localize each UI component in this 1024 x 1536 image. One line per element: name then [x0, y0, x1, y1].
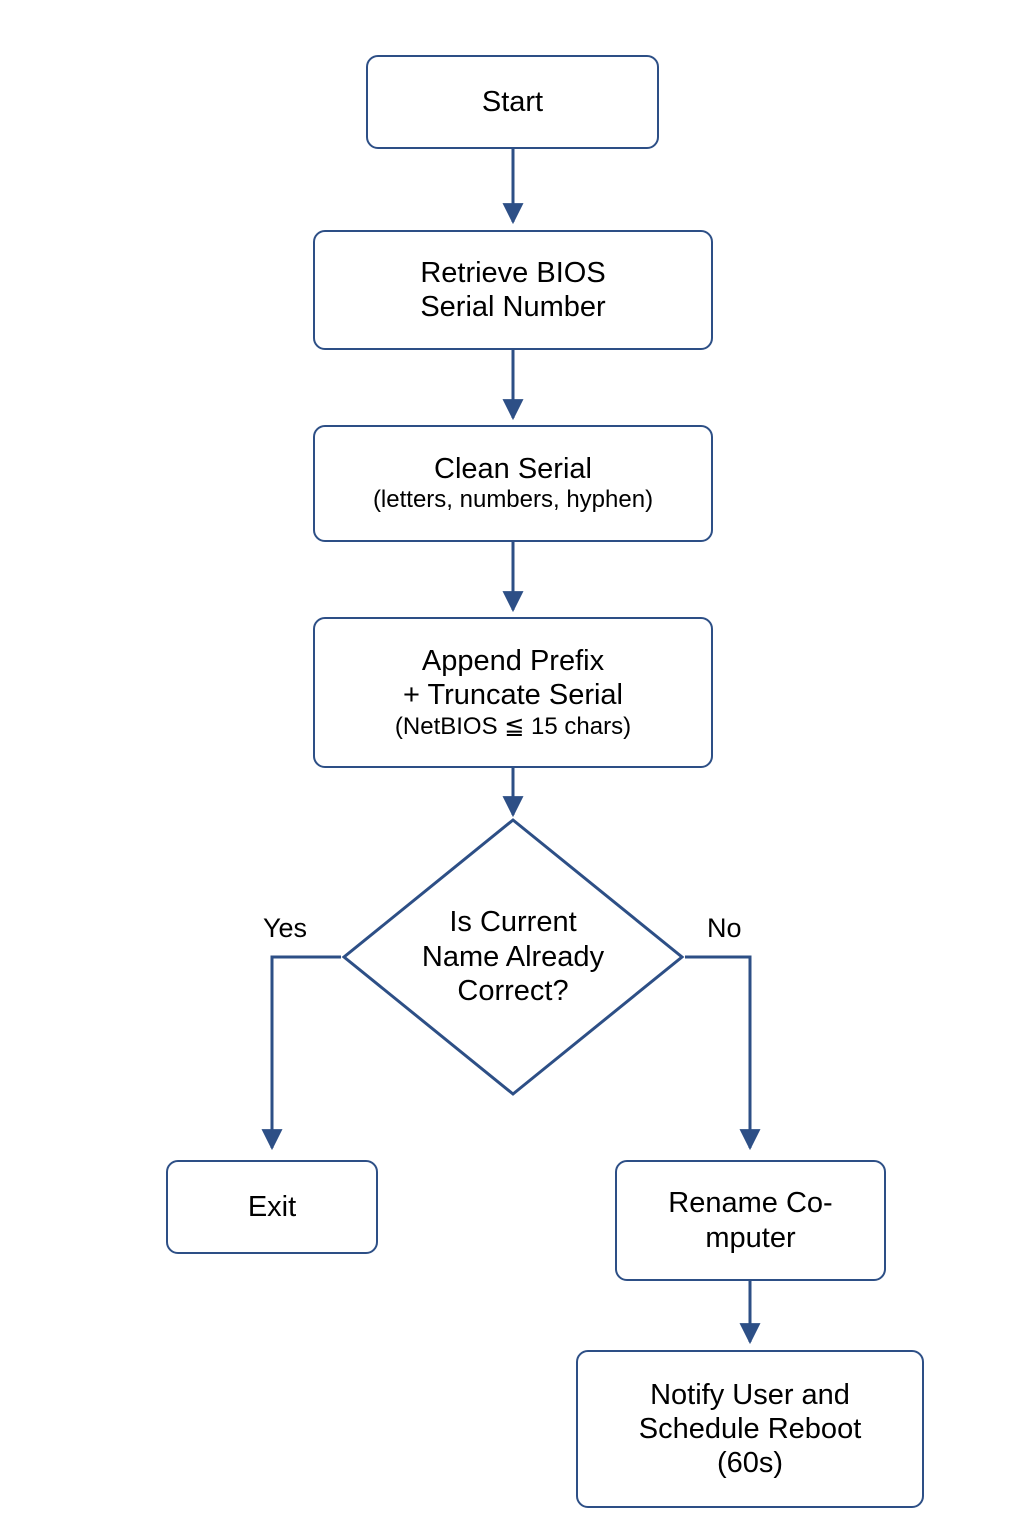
node-decision-line-1: Is Current [449, 905, 577, 938]
node-clean-serial-sub: (letters, numbers, hyphen) [372, 486, 654, 514]
node-notify-line-2: Schedule Reboot [638, 1412, 862, 1445]
node-start-label: Start [481, 85, 544, 118]
node-retrieve-line-1: Retrieve BIOS [420, 256, 606, 289]
node-append-sub: (NetBIOS ≦ 15 chars) [394, 712, 632, 740]
node-retrieve-line-2: Serial Number [420, 291, 606, 323]
node-rename-line-2: mputer [705, 1221, 796, 1254]
node-decision-line-3: Correct? [457, 975, 569, 1008]
node-clean-serial[interactable] [313, 425, 713, 542]
node-append-line-2: + Truncate Serial [402, 679, 624, 712]
node-exit[interactable] [166, 1160, 378, 1254]
edge-label-yes: Yes [263, 913, 308, 943]
node-notify-user-reboot[interactable] [576, 1350, 924, 1508]
node-rename-computer[interactable] [615, 1160, 886, 1281]
node-rename-line-1: Rename Co- [668, 1187, 833, 1220]
node-notify-line-1: Notify User and [650, 1378, 850, 1411]
edge-decision-no-to-rename [685, 957, 750, 1148]
node-retrieve-bios-serial[interactable] [313, 230, 713, 350]
node-notify-line-3: (60s) [716, 1447, 784, 1480]
node-append-prefix-truncate[interactable] [313, 617, 713, 768]
edge-decision-yes-to-exit [272, 957, 341, 1148]
edge-label-no: No [707, 913, 742, 943]
node-exit-label: Exit [247, 1190, 297, 1223]
node-is-name-correct[interactable] [341, 817, 685, 1097]
node-start[interactable] [366, 55, 659, 149]
node-append-line-1: Append Prefix [421, 645, 605, 678]
node-clean-serial-label: Clean Serial [434, 453, 592, 486]
node-decision-line-2: Name Already [421, 940, 605, 973]
